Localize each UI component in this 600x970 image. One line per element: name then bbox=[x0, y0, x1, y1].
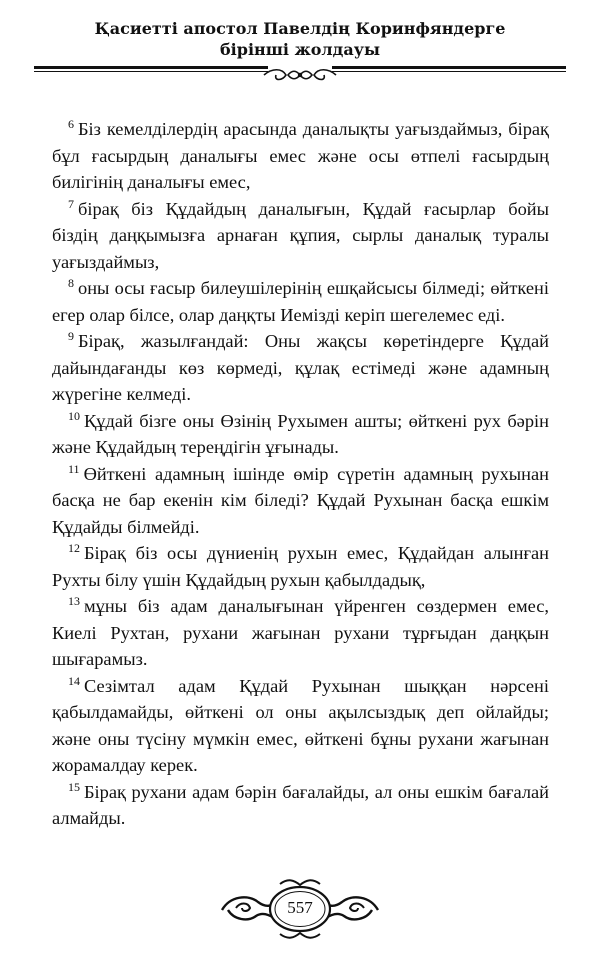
verse-14 bbox=[52, 673, 549, 779]
verse-6 bbox=[52, 116, 549, 196]
verse-number: 11 bbox=[68, 461, 80, 476]
verse-9 bbox=[52, 328, 549, 408]
verse-number: 9 bbox=[68, 329, 74, 343]
verse-text: Бірақ біз осы дүниенің рухын емес, Құдайдан алынған Рухты білу үшін Құдайдың рухын қабылдадық, bbox=[52, 543, 549, 590]
verse-11 bbox=[52, 461, 549, 541]
verse-text: Өйткені адамның ішінде өмір сүретін адамның рухынан басқа не бар екенін кім біледі? Құдай Рухынан басқа ешкім Құдайды білмейді. bbox=[52, 463, 549, 537]
page-number: 557 bbox=[287, 898, 313, 917]
verse-text: оны осы ғасыр билеушілерінің ешқайсысы білмеді; өйткені егер олар білсе, олар даңқты Иемізді керіп шегелемес еді. bbox=[52, 278, 549, 325]
verse-number: 7 bbox=[68, 196, 74, 211]
verse-number: 14 bbox=[68, 673, 80, 688]
verse-number: 15 bbox=[68, 779, 80, 794]
verse-number: 8 bbox=[68, 276, 74, 290]
header-title-line-1: Қасиетті апостол Павелдің Коринфяндерге bbox=[94, 19, 506, 38]
verse-15 bbox=[52, 779, 549, 832]
verse-number: 12 bbox=[68, 541, 80, 555]
verse-13 bbox=[52, 593, 549, 673]
verse-text: мұны біз адам даналығынан үйренген сөздермен емес, Киелі Рухтан, рухани жағынан рухани тұрғыдан даңқын шығарамыз. bbox=[52, 596, 549, 669]
page-header bbox=[0, 18, 600, 60]
verse-number: 10 bbox=[68, 408, 80, 423]
verse-number: 13 bbox=[68, 594, 80, 608]
verse-list bbox=[52, 116, 549, 832]
verse-number: 6 bbox=[68, 117, 74, 131]
header-title-line-2: бірінші жолдауы bbox=[220, 40, 380, 59]
verse-text: Сезімтал адам Құдай Рухынан шыққан нәрсені қабылдамайды, өйткені ол оны ақылсыздық деп ойлайды; және оны түсіну мүмкін емес, өйткені бұны рухани жағынан жорамалдау керек. bbox=[52, 675, 549, 775]
verse-12 bbox=[52, 540, 549, 593]
verse-text: Бірақ, жазылғандай: Оны жақсы көретіндерге Құдай дайындағанды көз көрмеді, құлақ естімеді және адамның жүрегіне келмеді. bbox=[52, 331, 549, 404]
verse-7 bbox=[52, 196, 549, 276]
verse-text: Бірақ рухани адам бәрін бағалайды, ал оны ешкім бағалай алмайды. bbox=[52, 781, 549, 828]
header-ornament-icon bbox=[262, 66, 338, 86]
verse-10 bbox=[52, 408, 549, 461]
verse-text: бірақ біз Құдайдың даналығын, Құдай ғасырлар бойы біздің даңқымызға арнаған құпия, сырлы даналық туралы уағыздаймыз, bbox=[52, 198, 549, 272]
verse-8 bbox=[52, 275, 549, 328]
verse-text: Біз кемелділердің арасында даналықты уағыздаймыз, бірақ бұл ғасырдың даналығы емес және осы өтпелі ғасырдың билігінің даналығы емес, bbox=[52, 119, 549, 192]
verse-text: Құдай бізге оны Өзінің Рухымен ашты; өйткені рух бәрін және Құдайдың тереңдігін ұғынады. bbox=[52, 410, 549, 457]
